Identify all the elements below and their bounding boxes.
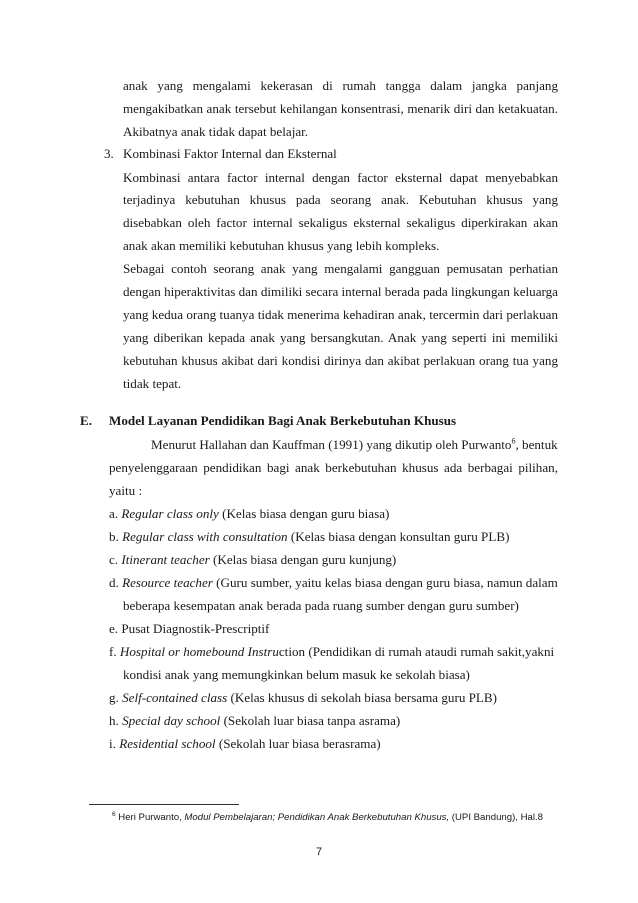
body-text-line: anak yang mengalami kekerasan di rumah tangga dalam jangka panjang — [123, 78, 558, 93]
list-number: 3. — [104, 146, 114, 161]
list-item: h. Special day school (Sekolah luar biasa tanpa asrama) — [109, 713, 401, 728]
body-text-line: tidak tepat. — [123, 376, 182, 391]
body-text-line: Sebagai contoh seorang anak yang mengalami gangguan pemusatan perhatian — [123, 261, 558, 276]
list-item: c. Itinerant teacher (Kelas biasa dengan guru kunjung) — [109, 552, 397, 567]
body-text-line: disebabkan oleh factor internal sekaligus eksternal sekaligus diperkirakan akan — [123, 215, 558, 230]
body-text-line: Kombinasi antara factor internal dengan factor eksternal dapat menyebabkan — [123, 170, 558, 185]
page-number: 7 — [315, 846, 323, 858]
footnote-divider — [89, 804, 239, 805]
body-text-line: dengan hiperaktivitas dan dimiliki secara internal berada pada lingkungan keluarga — [123, 284, 558, 299]
intro-line: Menurut Hallahan dan Kauffman (1991) yang dikutip oleh Purwanto$^6$, bentuk — [151, 436, 558, 452]
footnote: $^6$ Heri Purwanto, Modul Pembelajaran; Pendidikan Anak Berkebutuhan Khusus, (UPI Bandung), Hal.8 — [112, 810, 543, 823]
list-item: i. Residential school (Sekolah luar biasa berasrama) — [109, 736, 381, 751]
body-text-line: anak akan memiliki kebutuhan khusus yang lebih kompleks. — [123, 238, 440, 253]
section-letter: E. — [80, 413, 93, 428]
list-item: e. Pusat Diagnostik-Prescriptif — [109, 621, 270, 636]
body-text-line: mengakibatkan anak tersebut kehilangan konsentrasi, menarik diri dan ketakuatan. — [123, 101, 558, 116]
section-heading: Model Layanan Pendidikan Bagi Anak Berkebutuhan Khusus — [109, 413, 457, 428]
body-text-line: yang kedua orang tuanya tidak menerima kehadiran anak, tercermin dari perlakuan — [123, 307, 558, 322]
list-item: g. Self-contained class (Kelas khusus di sekolah biasa bersama guru PLB) — [109, 690, 498, 705]
list-item: a. Regular class only (Kelas biasa dengan guru biasa) — [109, 506, 390, 521]
body-text-line: Akibatnya anak tidak dapat belajar. — [123, 124, 309, 139]
body-text-line: kebutuhan khusus akibat dari kondisi dirinya dan akibat perlakuan orang tua yang — [123, 353, 558, 368]
body-text-line: yang diberikan kepada anak yang bersangkutan. Anak yang seperti ini memiliki — [123, 330, 558, 345]
list-item: f. Hospital or homebound Instruction (Pendidikan di rumah ataudi rumah sakit,yakni — [109, 644, 555, 659]
footnote-ref[interactable]: 6 — [511, 436, 516, 446]
list-item: d. Resource teacher (Guru sumber, yaitu kelas biasa dengan guru biasa, namun dalam — [109, 575, 558, 590]
body-text-line: terjadinya kebutuhan khusus pada seorang anak. Kebutuhan khusus yang — [123, 192, 558, 207]
list-item-title: Kombinasi Faktor Internal dan Eksternal — [123, 146, 337, 161]
list-item: b. Regular class with consultation (Kelas biasa dengan konsultan guru PLB) — [109, 529, 510, 544]
list-item-continuation: kondisi anak yang memungkinkan belum masuk ke sekolah biasa) — [123, 667, 470, 682]
intro-line: penyelenggaraan pendidikan bagi anak berkebutuhan khusus ada berbagai pilihan, — [109, 460, 558, 475]
list-item-continuation: beberapa kesempatan anak berada pada ruang sumber dengan guru sumber) — [123, 598, 519, 613]
intro-line: yaitu : — [109, 483, 143, 498]
